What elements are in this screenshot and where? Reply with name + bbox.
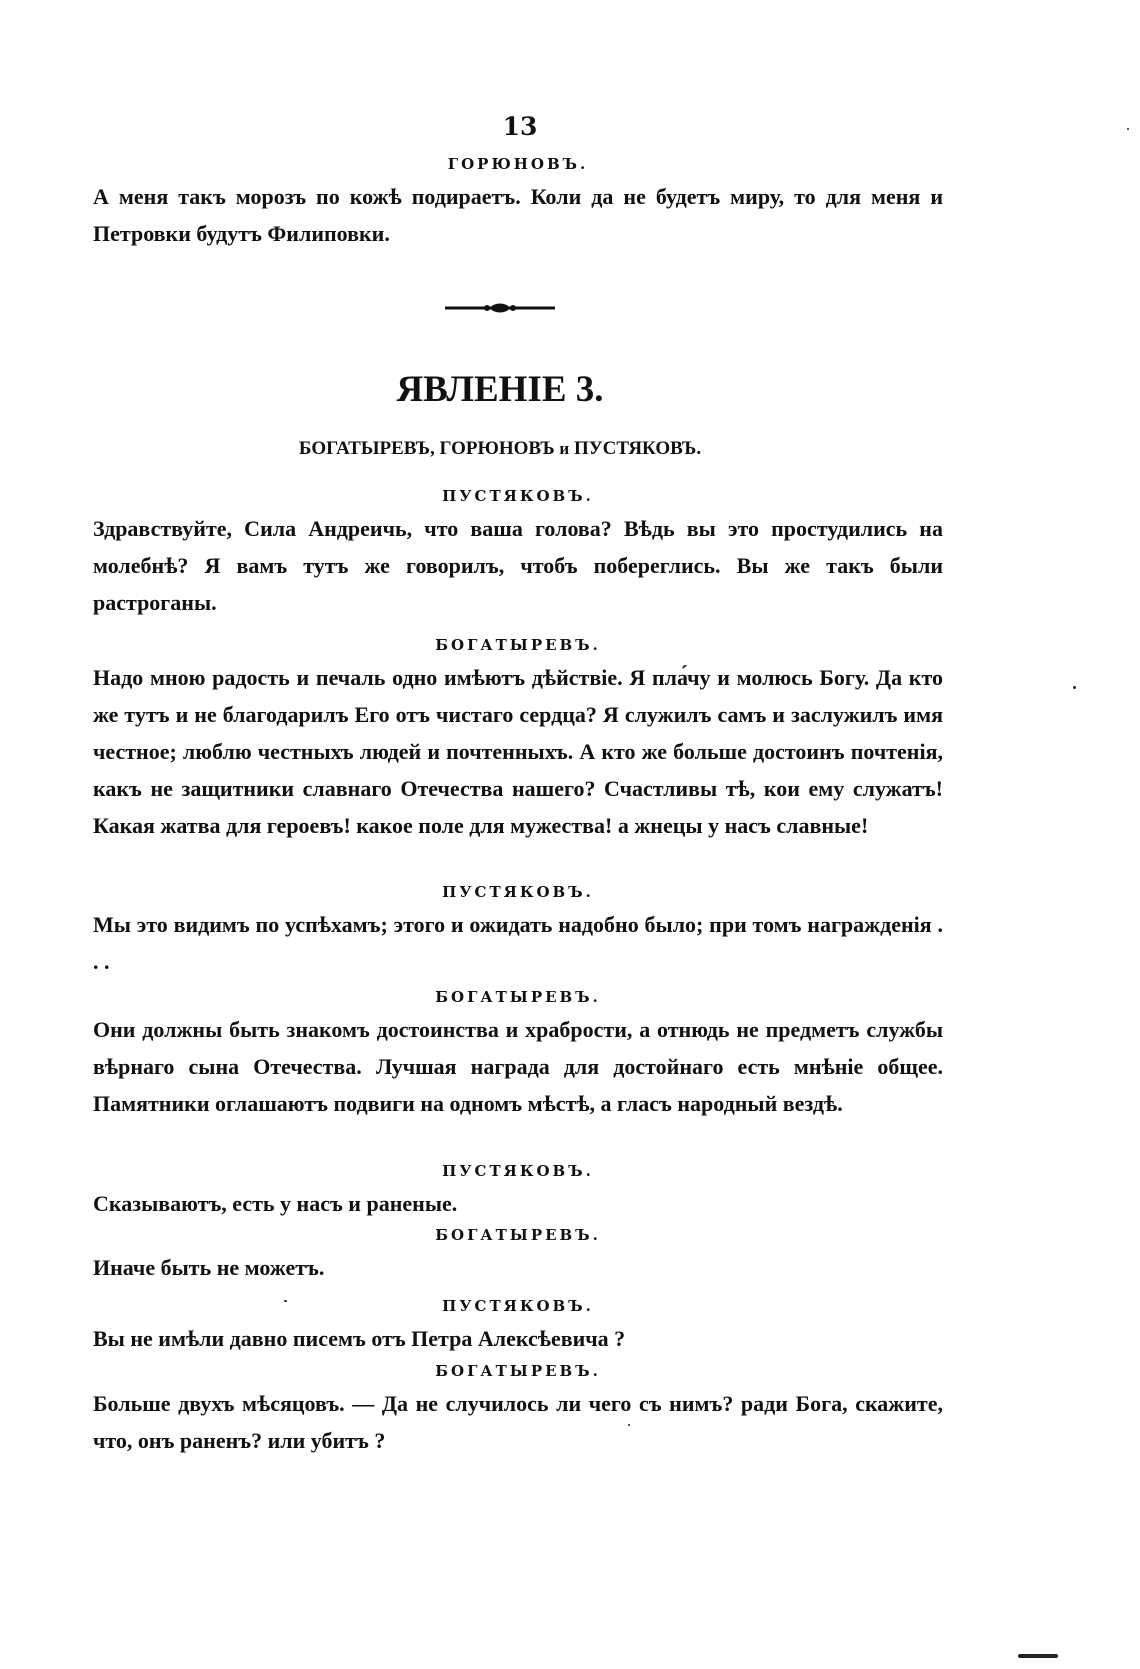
speaker-name: ПУСТЯКОВЪ. <box>442 487 594 505</box>
dialogue-exchange-3 <box>93 878 943 980</box>
speaker-name: БОГАТЫРЕВЪ. <box>435 1362 601 1380</box>
speech-text: Здравствуйте, Сила Андреичь, что ваша голова? Вѣдь вы это простудились на молебнѣ? Я вамъ тутъ же говорилъ, чтобъ поберeглись. Вы же такъ были растроганы. <box>93 516 943 615</box>
speaker-name: ГОРЮНОВЪ. <box>447 155 589 173</box>
speech-text: Иначе быть не можетъ. <box>93 1255 325 1280</box>
page-number: 13 <box>502 112 538 141</box>
speech-text: Надо мною радость и печаль одно имѣютъ дѣйствіе. Я пла́чу и молюсь Богу. Да кто же тутъ и не благодарилъ Его отъ чистаго сердца? Я служилъ самъ и заслужилъ имя честное; люблю честныхъ людей и почтенныхъ. А кто же больше достоинъ почтенія, какъ не защитники славнаго Отечества нашего? Счастливы тѣ, кои ему служатъ! Какая жатва для героевъ! какое поле для мужества! а жнецы у насъ славные! <box>93 665 943 838</box>
speaker-name: БОГАТЫРЕВЪ. <box>435 636 601 654</box>
speech-text: А меня такъ морозъ по кожѣ подираетъ. Коли да не будетъ миру, то для меня и Петровки будутъ Филиповки. <box>93 184 943 246</box>
scan-speck <box>1073 686 1076 689</box>
cast-conjunction: и <box>559 439 570 458</box>
dialogue-exchange-7 <box>93 1292 943 1357</box>
scan-edge-mark <box>1018 1654 1058 1658</box>
speech-text: Сказываютъ, есть у насъ и раненые. <box>93 1191 458 1216</box>
scan-speck <box>1127 128 1129 130</box>
dialogue-exchange-4 <box>93 983 943 1122</box>
speech-text: Больше двухъ мѣсяцовъ. — Да не случилось ли чего съ нимъ? ради Бога, скажите, что, онъ раненъ? или убитъ ? <box>93 1391 943 1453</box>
cast-names-first: БОГАТЫРЕВЪ, ГОРЮНОВЪ <box>298 438 555 459</box>
ornamental-divider <box>445 300 555 316</box>
speaker-name: ПУСТЯКОВЪ. <box>442 1162 594 1180</box>
dialogue-exchange-5 <box>93 1157 943 1222</box>
speaker-name: БОГАТЫРЕВЪ. <box>435 988 601 1006</box>
speech-text: Вы не имѣли давно писемъ отъ Петра Алексѣевича ? <box>93 1326 626 1351</box>
dialogue-exchange-2 <box>93 631 943 844</box>
speaker-name: БОГАТЫРЕВЪ. <box>435 1226 601 1244</box>
cast-names-last: ПУСТЯКОВЪ. <box>573 438 702 459</box>
dialogue-exchange-6 <box>93 1221 943 1286</box>
scan-speck <box>628 1424 630 1426</box>
opening-block <box>93 150 943 252</box>
speech-text: Мы это видимъ по успѣхамъ; этого и ожидать надобно было; при томъ награжденія . . . <box>93 912 943 974</box>
speaker-name: ПУСТЯКОВЪ. <box>442 1297 594 1315</box>
scan-speck <box>284 1300 287 1302</box>
dialogue-exchange-1 <box>93 482 943 621</box>
speech-text: Они должны быть знакомъ достоинства и храбрости, а отнюдь не предметъ службы вѣрнаго сына Отечества. Лучшая награда для достойнаго есть мнѣніе общее. Памятники оглашаютъ подвиги на одномъ мѣстѣ, а гласъ народный вездѣ. <box>93 1017 943 1116</box>
speaker-name: ПУСТЯКОВЪ. <box>442 883 594 901</box>
dialogue-exchange-8 <box>93 1357 943 1459</box>
cast-list <box>0 438 1000 460</box>
scene-title: ЯВЛЕНІЕ 3. <box>396 369 604 410</box>
